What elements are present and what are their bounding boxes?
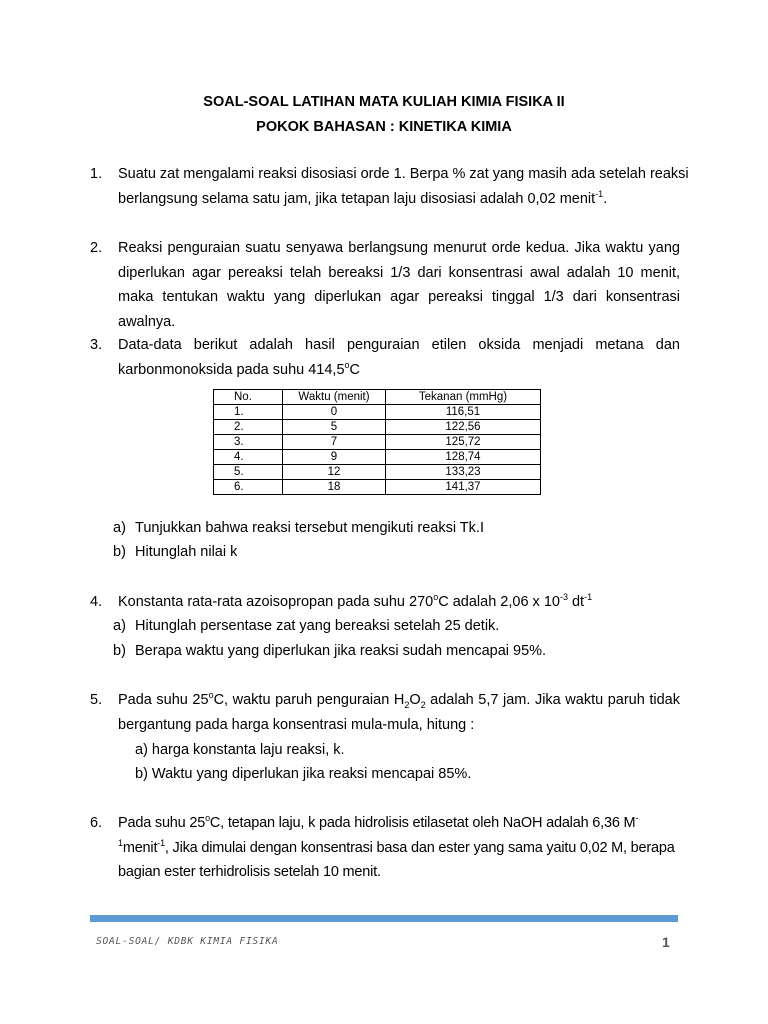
table-cell: 128,74 <box>386 450 541 465</box>
question-text: Pada suhu 25$^o$C, waktu paruh penguraian $H_2O_2$ adalah 5,7 jam. Jika waktu paruh tidak bergantung pada harga konsentrasi mula-mula, hitung : <box>118 690 680 733</box>
table-cell: 0 <box>283 405 386 420</box>
table-cell: 12 <box>283 465 386 480</box>
question-line: berlangsung selama satu jam, jika tetapan laju disosiasi adalah 0,02 menit$^{-1}$. <box>118 188 608 207</box>
table-cell: 3. <box>214 435 283 450</box>
sub-question-5b: b) Waktu yang diperlukan jika reaksi mencapai 85%. <box>135 766 472 782</box>
table-cell: 5. <box>214 465 283 480</box>
table-row <box>214 405 541 420</box>
question-text: Pada suhu 25$^o$C, tetapan laju, k pada hidrolisis etilasetat oleh NaOH adalah 6,36 $M^{-1}menit^{-1}$, Jika dimulai dengan konsentrasi basa dan ester yang sama yaitu 0,02 M, berapa bagian ester terhidrolisis setelah 10 menit. <box>118 813 675 880</box>
table-cell: 5 <box>283 420 386 435</box>
footer-divider <box>90 915 678 922</box>
sub-question-4b: b) Berapa waktu yang diperlukan jika reaksi sudah mencapai 95%. <box>113 643 547 659</box>
table-header-row <box>214 390 541 405</box>
question-line: Konstanta rata-rata azoisopropan pada suhu 270$^o$C adalah 2,06 x $10^{-3}$ $dt^{-1}$ <box>118 592 593 610</box>
table-cell: 133,23 <box>386 465 541 480</box>
document-title: SOAL-SOAL LATIHAN MATA KULIAH KIMIA FISIKA II <box>203 94 565 110</box>
table-cell: 7 <box>283 435 386 450</box>
table-cell: 125,72 <box>386 435 541 450</box>
table-cell: 141,37 <box>386 480 541 495</box>
table-cell: 18 <box>283 480 386 495</box>
question-4 <box>90 590 680 615</box>
table-header: No. <box>214 390 283 405</box>
table-row <box>214 480 541 495</box>
table-row <box>214 450 541 465</box>
table-cell: 9 <box>283 450 386 465</box>
question-line: Data-data berikut adalah hasil penguraian etilen oksida menjadi metana dan <box>118 337 680 353</box>
table-cell: 2. <box>214 420 283 435</box>
sub-question-4a: a) Hitunglah persentase zat yang bereaksi setelah 25 detik. <box>113 618 500 634</box>
table-cell: 4. <box>214 450 283 465</box>
table-cell: 116,51 <box>386 405 541 420</box>
question-5 <box>90 688 680 737</box>
table-cell: 122,56 <box>386 420 541 435</box>
question-number: 4. <box>90 594 103 610</box>
question-text: Reaksi penguraian suatu senyawa berlangsung menurut orde kedua. Jika waktu yang diperlukan agar pereaksi telah bereaksi 1/3 dari konsentrasi awal adalah 10 menit, maka tentukan waktu yang diperlukan agar pereaksi tinggal 1/3 dari konsentrasi awalnya. <box>118 240 680 330</box>
question-number: 1. <box>90 166 103 182</box>
table-row <box>214 435 541 450</box>
sub-question-5a: a) harga konstanta laju reaksi, k. <box>135 742 345 758</box>
question-3 <box>90 333 680 382</box>
question-line: karbonmonoksida pada suhu 414,5$^o$C <box>118 359 361 378</box>
sub-question-3b: b) Hitunglah nilai k <box>113 544 238 560</box>
sub-question-3a: a) Tunjukkan bahwa reaksi tersebut mengikuti reaksi Tk.I <box>113 520 484 536</box>
question-number: 5. <box>90 692 103 708</box>
footer-label: SOAL-SOAL/ KDBK KIMIA FISIKA <box>96 936 279 947</box>
table-cell: 6. <box>214 480 283 495</box>
question-line: Suatu zat mengalami reaksi disosiasi orde 1. Berpa % zat yang masih ada setelah reaksi <box>118 166 689 182</box>
data-table <box>213 389 541 495</box>
question-6 <box>90 811 680 885</box>
question-2 <box>90 236 680 334</box>
question-number: 6. <box>90 815 103 831</box>
question-number: 3. <box>90 337 103 353</box>
document-subtitle: POKOK BAHASAN : KINETIKA KIMIA <box>256 119 512 135</box>
table-row <box>214 420 541 435</box>
question-number: 2. <box>90 240 103 256</box>
table-row <box>214 465 541 480</box>
question-1 <box>90 162 689 211</box>
table-header: Waktu (menit) <box>283 390 386 405</box>
page-number: 1 <box>662 934 670 950</box>
table-header: Tekanan (mmHg) <box>386 390 541 405</box>
table-cell: 1. <box>214 405 283 420</box>
